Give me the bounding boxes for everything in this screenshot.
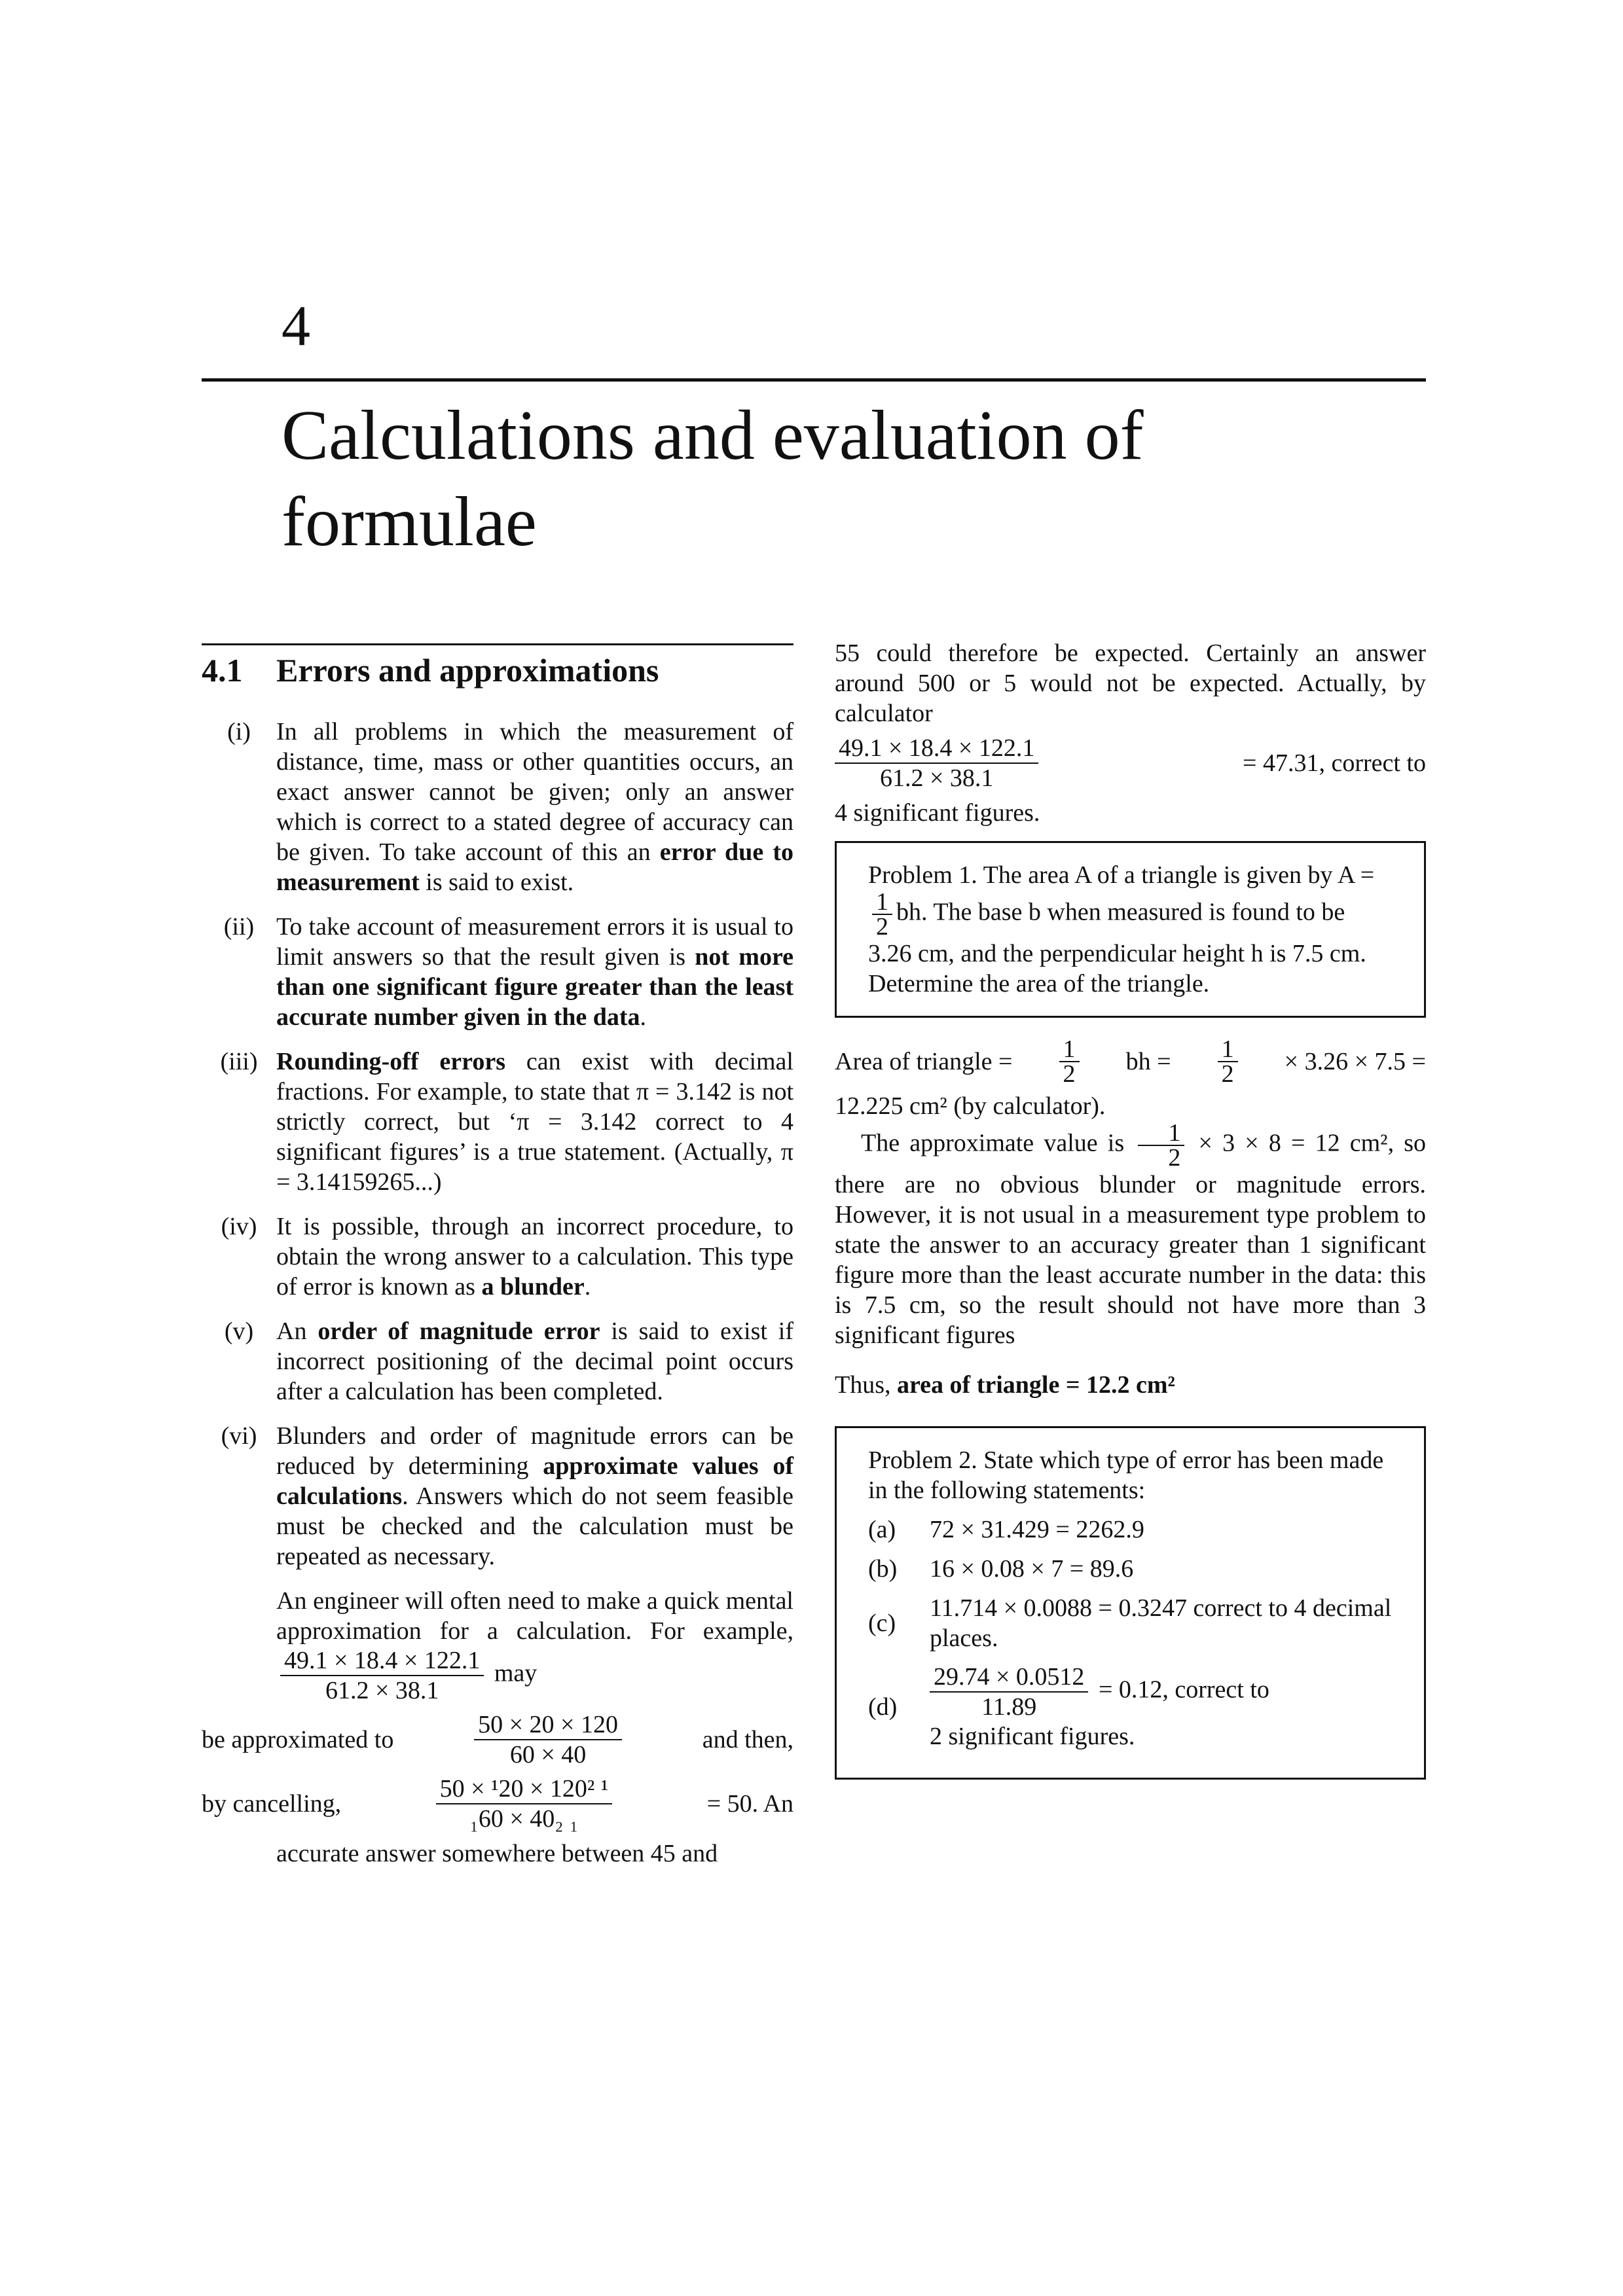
section-title: Errors and approximations	[276, 652, 659, 689]
continuation-text: 55 could therefore be expected. Certainly an answer around 500 or 5 would not be expected. Actually, by calculator	[835, 639, 1426, 727]
fraction: $\frac{50 \times 20 \times 120}{60 \times 40}$	[474, 1710, 622, 1769]
chapter-number: 4	[282, 295, 310, 358]
item-text: It is possible, through an incorrect procedure, to obtain the wrong answer to a calculation. This type of error is known as a blunder.	[276, 1213, 793, 1300]
chapter-rule	[202, 378, 1426, 382]
section-number: 4.1	[202, 652, 243, 689]
item-text: To take account of measurement errors it is usual to limit answers so that the result given is not more than one significant figure greater than the least accurate number given in the data.	[276, 913, 793, 1031]
list-item: (d) $\frac{29.74 \times 0.0512}{11.89}$ = 0.12, correct to 2 significant figures.	[868, 1663, 1269, 1750]
list-item	[202, 717, 793, 897]
list-item	[202, 1047, 793, 1197]
problem-2-box	[835, 1426, 1426, 1780]
engineer-paragraph: An engineer will often need to make a quick mental approximation for a calculation. For example, $\frac{49.1 \times 18.4 \times 122.1}{61.2 \times 38.1}$ may	[276, 1587, 793, 1704]
chapter-title	[282, 393, 1144, 565]
item-text: An order of magnitude error is said to exist if incorrect positioning of the decimal point occurs after a calculation has been completed.	[276, 1318, 793, 1405]
item-label: (iv)	[221, 1213, 257, 1240]
chapter-title-line1: Calculations and evaluation of	[282, 397, 1144, 475]
chapter-title-line2: formulae	[282, 482, 537, 561]
item-text: Rounding-off errors can exist with decimal fractions. For example, to state that π = 3.142 is not strictly correct, but ‘π = 3.142 correct to 4 significant figures’ is a true statement. (Actually, π = 3.14159265...)	[276, 1048, 793, 1196]
list-item	[202, 1211, 793, 1302]
approx-paragraph: The approximate value is $\frac{1}{2}$ × 3 × 8 = 12 cm², so there are no obvious blunder or magnitude errors. However, it is not usual in a measurement type problem to state the answer to an accuracy greater than 1 significant figure more than the least accurate number in the data: this is 7.5 cm, so the result should not have more than 3 significant figures	[835, 1119, 1427, 1349]
problem-2-intro: Problem 2. State which type of error has been made in the following statements:	[868, 1446, 1384, 1504]
calc-sig: 4 significant figures.	[835, 799, 1040, 827]
item-label: (v)	[224, 1318, 254, 1345]
section-rule	[202, 643, 793, 645]
thus-line: Thus, area of triangle = 12.2 cm²	[835, 1371, 1175, 1399]
problem-1-box: Problem 1. The area A of a triangle is given by A = $\frac{1}{2}$ bh. The base b when measured is found to be 3.26 cm, and the perpendicular height h is 7.5 cm. Determine the area of the triangle.	[835, 841, 1426, 1018]
list-item: (b) 16 × 0.08 × 7 = 89.6	[868, 1555, 1134, 1583]
fraction: $\frac{29.74 \times 0.0512}{11.89}$	[930, 1662, 1088, 1721]
fraction: $\frac{1}{2}$	[1059, 1037, 1080, 1086]
area-line: Area of triangle = $\frac{1}{2}$ bh = $\frac{1}{2}$ × 3.26 × 7.5 =	[835, 1035, 1426, 1088]
item-label: (i)	[227, 718, 251, 745]
item-label: (ii)	[223, 913, 255, 941]
list-item	[202, 1421, 793, 1571]
fraction: $\frac{49.1 \times 18.4 \times 122.1}{61.2 \times 38.1}$	[280, 1646, 484, 1705]
item-label: (iii)	[220, 1048, 258, 1075]
fraction: $\frac{\text{50 × ¹20 × 120² ¹}}{\text{₁60 × 40₂ ₁}}$	[436, 1774, 613, 1833]
right-column	[835, 638, 1426, 1799]
problem-1-label: Problem 1.	[868, 861, 977, 889]
fraction: $\frac{1}{2}$	[872, 890, 892, 939]
last-line: accurate answer somewhere between 45 and	[276, 1840, 718, 1867]
fraction: $\frac{1}{2}$	[1138, 1121, 1184, 1170]
list-item	[202, 1316, 793, 1407]
approx-line: be approximated to $\frac{50 \times 20 \times 120}{60 \times 40}$ and then,	[202, 1711, 793, 1768]
list-item: (c) 11.714 × 0.0088 = 0.3247 correct to 4 decimal places.	[868, 1594, 1392, 1652]
problem-2-label: Problem 2.	[868, 1446, 977, 1474]
fraction: $\frac{1}{2}$	[1218, 1037, 1238, 1086]
list-item	[202, 912, 793, 1032]
calc-line: $\frac{49.1 \times 18.4 \times 122.1}{61.2 \times 38.1}$ = 47.31, correct to	[835, 734, 1426, 793]
item-text: In all problems in which the measurement of distance, time, mass or other quantities occurs, an exact answer cannot be given; only an answer which is correct to a stated degree of accuracy can be given. To take account of this an error due to measurement is said to exist.	[276, 718, 793, 896]
section-heading	[202, 649, 659, 692]
fraction: $\frac{49.1 \times 18.4 \times 122.1}{61.2 \times 38.1}$	[835, 734, 1038, 793]
list-item: (a) 72 × 31.429 = 2262.9	[868, 1516, 1144, 1543]
cancel-line: by cancelling, $\frac{\text{50 × ¹20 × 120² ¹}}{\text{₁60 × 40₂ ₁}}$ = 50. An	[202, 1775, 793, 1833]
item-text: Blunders and order of magnitude errors can be reduced by determining approximate values of calculations. Answers which do not seem feasible must be checked and the calculation must be repeated as necessary.	[276, 1422, 794, 1570]
area-result: 12.225 cm² (by calculator).	[835, 1092, 1106, 1120]
item-label: (vi)	[221, 1422, 257, 1450]
left-column	[202, 717, 793, 1869]
